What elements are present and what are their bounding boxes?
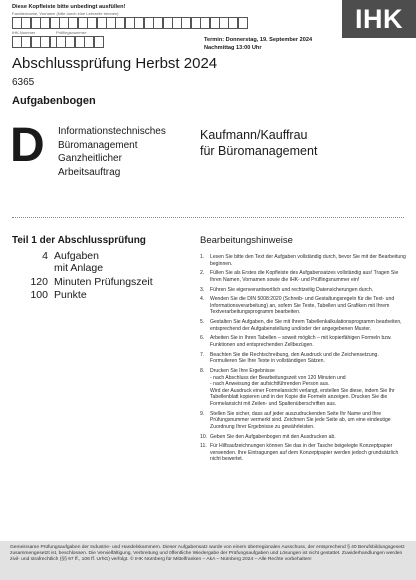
instruction-number: 11. [200,443,207,450]
task-count-extra: mit Anlage [54,262,104,274]
instruction-text: Stellen Sie sicher, dass auf jeder auszudruckenden Seite Ihr Name und Ihre Prüfungsnummer vermerkt sind. Zeichnen Sie jede Seite ab, um eine eindeutige Zuordnung Ihrer Ergebnisse zu gewährleisten. [210,410,391,430]
part-heading: Teil 1 der Abschlussprüfung [12,235,146,246]
instruction-number: 8. [200,367,205,374]
subject-line: Büromanagement [58,139,138,151]
duration-label: Minuten Prüfungszeit [54,276,153,288]
instructions-heading: Bearbeitungshinweise [200,235,293,246]
instruction-item [200,352,406,365]
profession-line: für Büromanagement [200,144,318,158]
ihk-number-field[interactable] [12,36,59,48]
exam-title: Abschlussprüfung Herbst 2024 [12,55,218,72]
exam-code: 6365 [12,77,35,88]
profession-line: Kaufmann/Kauffrau [200,128,308,142]
exam-date: Termin: Donnerstag, 19. September 2024 [204,37,313,43]
instructions-list [200,254,406,466]
profession-name [200,127,317,159]
instruction-text: Lesen Sie bitte den Text der Aufgaben vollständig durch, bevor Sie mit der Bearbeitung beginnen. [210,254,406,267]
instruction-text: Geben Sie den Aufgabenbogen mit den Ausdrucken ab. [210,433,336,440]
task-count: 4 [42,250,48,262]
instruction-number: 5. [200,319,205,326]
subject-line: Informationstechnisches [58,126,166,137]
subject-line: Ganzheitlicher [58,153,122,164]
name-field[interactable] [12,17,247,29]
points: 100 [30,289,48,301]
instruction-text: Wenden Sie die DIN 5008:2020 (Schreib- und Gestaltungsregeln für die Text- und Informationsverarbeitung) an, sofern Sie Texte, Tabellen und Grafiken mit Ihrem Textverarbeitungsprogramm bearbeiten. [210,296,395,316]
instruction-item [200,287,406,294]
exam-number-label: Prüflingsnummer [56,30,87,35]
task-count-label: Aufgaben [54,250,99,262]
name-field-label: Familienname, Vorname (bitte durch eine Leerzeile trennen) [12,11,119,16]
instruction-item [200,434,406,441]
instruction-number: 4. [200,296,205,303]
instruction-subtext: - nach Anweisung der aufsichtführenden Person aus. [210,381,330,388]
instruction-subtext: - nach Abschluss der Bearbeitungszeit von 120 Minuten und [210,374,346,381]
footer-text: Gemeinsame Prüfungsaufgaben der Industrie- und Handelskammern. Dieser Aufgabensatz wurde von einem überregionalen Ausschuss, der entsprechend § 40 Berufsbildungsgesetz zusammengesetzt ist, beschlossen. Die Vervielfältigung, Verbreitung und öffentliche Wiedergabe der Prüfungsaufgaben und Lösungen ist nicht gestattet. Zuwiderhandlungen werden zivil- und strafrechtlich (§§ 97 ff., 106 ff. UrhG) verfolgt. © IHK Nürnberg für Mittelfranken – AkA – Nürnberg 2024 – Alle Rechte vorbehalten! [10,545,405,563]
instruction-number: 7. [200,351,205,358]
char-box[interactable] [238,17,248,29]
ihk-number-label: IHK-Nummer [12,30,36,35]
instruction-text: Füllen Sie als Erstes die Kopfleiste des Aufgabensatzes vollständig aus! Tragen Sie Ihren Namen, Vornamen sowie die IHK- und Prüflingsnummer ein! [210,270,399,283]
instruction-item [200,296,406,316]
subject-name [58,125,166,179]
instruction-item [200,254,406,267]
instruction-item [200,368,406,408]
subject-line: Arbeitsauftrag [58,166,121,178]
instruction-number: 6. [200,335,205,342]
ihk-logo: IHK [342,0,416,38]
exam-number-field[interactable] [56,36,103,48]
instruction-text: Gestalten Sie Aufgaben, die Sie mit Ihrem Tabellenkalkulationsprogramm bearbeiten, entsprechend der Aufgabenstellung und/oder der angegebenen Muster. [210,319,402,332]
booklet-title: Aufgabenbogen [12,95,96,107]
divider [12,217,404,218]
instruction-number: 9. [200,410,205,417]
instruction-item [200,411,406,431]
header-notice: Diese Kopfleiste bitte unbedingt ausfüllen! [12,4,126,10]
instruction-text: Führen Sie eigenverantwortlich und rechtzeitig Datensicherungen durch. [210,286,374,293]
instruction-text: Beachten Sie die Rechtschreibung, den Ausdruck und die Zeichensetzung. Formulieren Sie Ihre Texte in vollständigen Sätzen. [210,351,379,365]
instruction-number: 3. [200,286,205,293]
copyright-footer [0,541,416,580]
instruction-item [200,335,406,348]
instruction-text: Arbeiten Sie in Ihren Tabellen – soweit möglich – mit kopierfähigen Formeln bzw. Funktionen und entsprechenden Zellbezügen. [210,335,392,348]
instruction-subtext: Wird der Ausdruck einer Formelansicht verlangt, erstellen Sie diese, indem Sie Ihr Tabellenblatt kopieren und in der Kopie die Formeln anzeigen. Drucken Sie die Formelansicht mit Zeilen- und Spaltenüberschriften aus. [210,387,395,407]
part-letter: D [10,119,45,172]
instruction-item [200,443,406,463]
instruction-number: 10. [200,433,208,440]
instruction-number: 2. [200,270,205,277]
instruction-text: Für Hilfsaufzeichnungen können Sie das in der Tasche beigelegte Konzeptpapier verwenden. Ihre Eintragungen auf dem Konzeptpapier werden jedoch grundsätzlich nicht bewertet. [210,443,399,463]
instruction-text: Drucken Sie Ihre Ergebnisse [210,367,275,374]
instruction-number: 1. [200,254,205,260]
instruction-item [200,319,406,332]
char-box[interactable] [94,36,104,48]
exam-time: Nachmittag 13:00 Uhr [204,45,262,51]
points-label: Punkte [54,289,87,301]
duration: 120 [30,276,48,288]
instruction-item [200,270,406,283]
